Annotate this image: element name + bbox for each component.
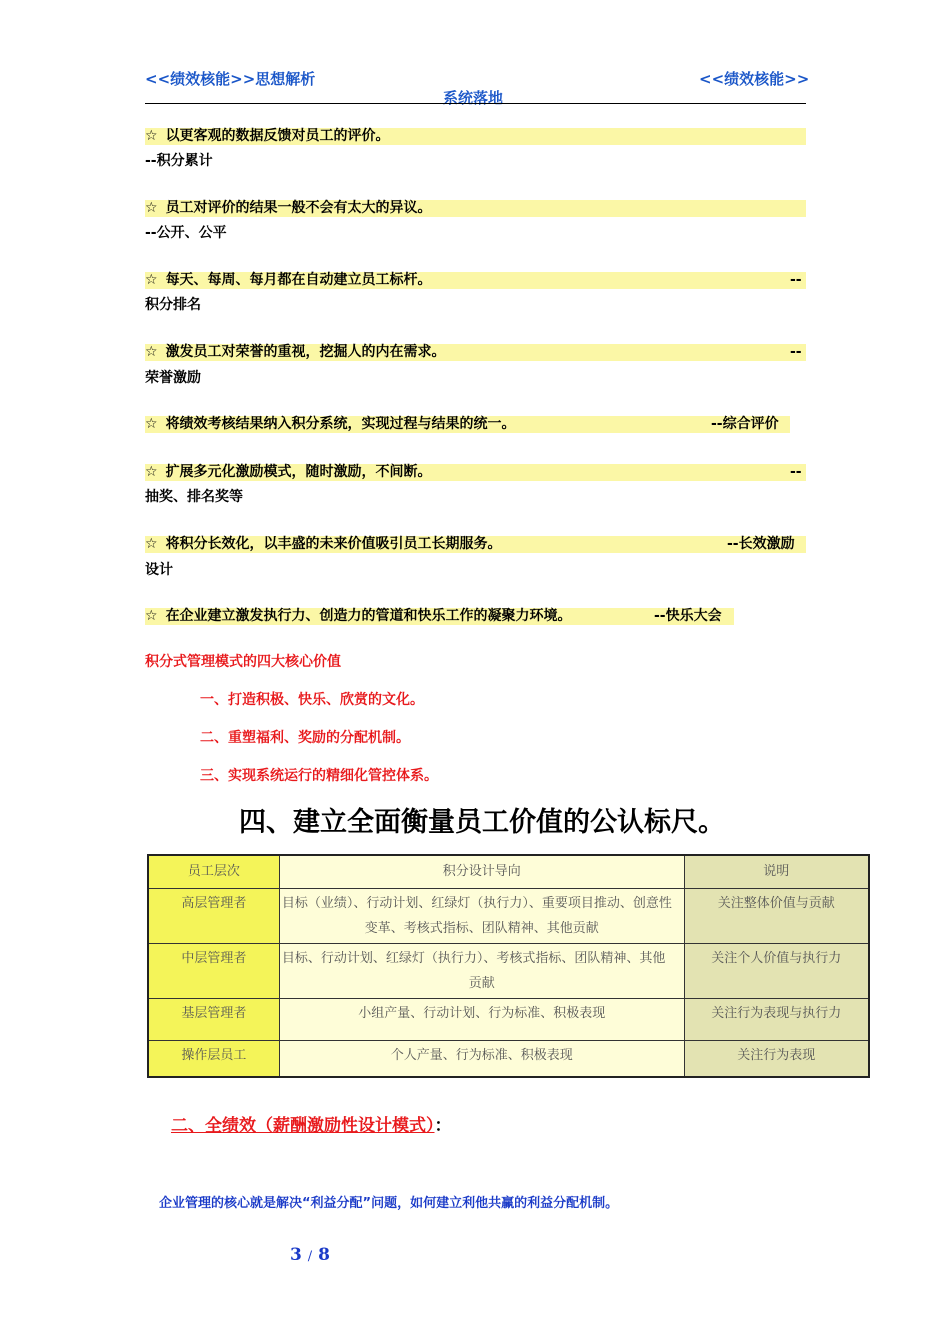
value-item (145, 344, 446, 361)
page-separator: / (307, 1249, 313, 1264)
header-divider (145, 103, 806, 104)
section-title-text: 二、全绩效（薪酬激励性设计模式） (171, 1116, 435, 1136)
value-item-text: 在企业建立激发执行力、创造力的管道和快乐工作的凝聚力环境。 (165, 608, 572, 624)
page-indicator (290, 1245, 330, 1265)
value-item (145, 128, 390, 145)
value-item-text: 扩展多元化激励模式，随时激励，不间断。 (165, 464, 432, 480)
table-row (148, 888, 869, 943)
core-values-title: 积分式管理模式的四大核心价值 (145, 654, 341, 670)
section-paragraph: 企业管理的核心就是解决“利益分配”问题，如何建立利他共赢的利益分配机制。 (159, 1196, 619, 1211)
note-cell: 关注行为表现与执行力 (684, 998, 869, 1040)
level-cell: 中层管理者 (148, 943, 279, 998)
level-cell: 基层管理者 (148, 998, 279, 1040)
value-item-text: 激发员工对荣誉的重视，挖掘人的内在需求。 (165, 344, 446, 360)
value-item (145, 536, 502, 553)
design-cell: 小组产量、行动计划、行为标准、积极表现 (279, 998, 684, 1040)
star-icon: ☆ (145, 200, 158, 216)
star-icon: ☆ (145, 416, 158, 432)
design-line: 目标、行动计划、红绿灯（执行力）、考核式指标、团队精神、其他 (281, 950, 666, 966)
star-icon: ☆ (145, 272, 158, 288)
design-cell (279, 943, 684, 998)
value-item (145, 464, 432, 481)
section-title (171, 1111, 452, 1136)
note-cell: 关注个人价值与执行力 (684, 943, 869, 998)
design-line: 目标（业绩）、行动计划、红绿灯（执行力）、重要项目推动、创意性 (281, 895, 672, 911)
core-value-point-large: 四、建立全面衡量员工价值的公认标尺。 (239, 807, 725, 838)
core-value-point: 一、打造积极、快乐、欣赏的文化。 (200, 692, 424, 708)
value-item-text: 以更客观的数据反馈对员工的评价。 (165, 128, 390, 144)
level-cell: 操作层员工 (148, 1040, 279, 1077)
value-item (145, 416, 516, 433)
design-cell (279, 888, 684, 943)
core-value-point: 三、实现系统运行的精细化管控体系。 (200, 768, 438, 784)
value-item-note: 设计 (145, 562, 173, 578)
note-cell: 关注行为表现 (684, 1040, 869, 1077)
value-item-note: 积分排名 (145, 297, 201, 313)
table-row (148, 943, 869, 998)
star-icon: ☆ (145, 464, 158, 480)
page-total: 8 (318, 1245, 330, 1265)
table-header-row (148, 855, 869, 888)
star-icon: ☆ (145, 128, 158, 144)
header-right-title: <<绩效核能>> (699, 70, 810, 88)
value-item-text: 每天、每周、每月都在自动建立员工标杆。 (165, 272, 432, 288)
design-line: 贡献 (468, 975, 495, 991)
value-item-tail: -- (790, 272, 802, 288)
integral-design-table (147, 854, 870, 1078)
header-center-title: 系统落地 (443, 89, 504, 107)
value-item (145, 272, 432, 289)
value-item-note: 荣誉激励 (145, 370, 201, 386)
value-item-tail: --综合评价 (711, 416, 779, 432)
core-value-point: 二、重塑福利、奖励的分配机制。 (200, 730, 410, 746)
note-cell: 关注整体价值与贡献 (684, 888, 869, 943)
value-item-tail: -- (790, 464, 802, 480)
value-item-text: 将积分长效化，以丰盛的未来价值吸引员工长期服务。 (165, 536, 502, 552)
table-header-cell: 说明 (684, 855, 869, 888)
value-item-tail: -- (790, 344, 802, 360)
value-item-text: 将绩效考核结果纳入积分系统，实现过程与结果的统一。 (165, 416, 516, 432)
star-icon: ☆ (145, 536, 158, 552)
header-left-title: <<绩效核能>>思想解析 (145, 70, 316, 88)
value-item (145, 200, 432, 217)
table-row (148, 998, 869, 1040)
table-header-cell: 员工层次 (148, 855, 279, 888)
table-row (148, 1040, 869, 1077)
value-item-tail: --快乐大会 (654, 608, 722, 624)
value-item (145, 608, 572, 625)
level-cell: 高层管理者 (148, 888, 279, 943)
value-item-tail: --长效激励 (727, 536, 795, 552)
design-line: 变革、考核式指标、团队精神、其他贡献 (364, 920, 599, 936)
value-item-note: --积分累计 (145, 153, 213, 169)
section-title-colon: ： (434, 1116, 452, 1136)
table-header-cell: 积分设计导向 (279, 855, 684, 888)
value-item-text: 员工对评价的结果一般不会有太大的异议。 (165, 200, 432, 216)
value-item-note: --公开、公平 (145, 225, 227, 241)
value-item-note: 抽奖、排名奖等 (145, 489, 243, 505)
star-icon: ☆ (145, 344, 158, 360)
star-icon: ☆ (145, 608, 158, 624)
page-current: 3 (290, 1245, 302, 1265)
design-cell: 个人产量、行为标准、积极表现 (279, 1040, 684, 1077)
